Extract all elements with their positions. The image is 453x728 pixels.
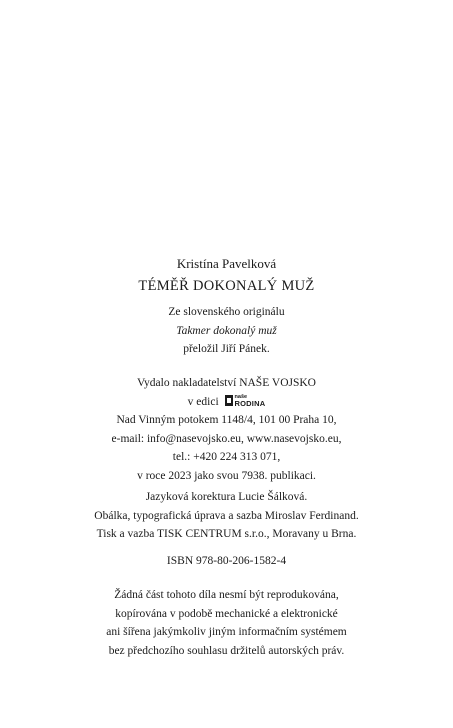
edition-line	[0, 393, 453, 412]
translator: přeložil Jiří Pánek.	[183, 343, 270, 355]
original-title: Takmer dokonalý muž	[176, 324, 277, 337]
book-title: TÉMĚŘ DOKONALÝ MUŽ	[138, 278, 315, 294]
rights-block	[0, 586, 453, 660]
author-name: Kristína Pavelková	[176, 256, 277, 271]
author-block	[0, 255, 453, 273]
logo-big-text: RODINA	[234, 398, 266, 408]
publication-year: v roce 2023 jako svou 7938. publikaci.	[137, 469, 316, 482]
isbn: ISBN 978-80-206-1582-4	[166, 555, 287, 567]
rights-line-1: Žádná část tohoto díla nesmí být reprodukována,	[114, 589, 339, 601]
rights-line-2: kopírována v podobě mechanické a elektronické	[115, 607, 338, 620]
publisher-address: Nad Vinným potokem 1148/4, 101 00 Praha 10,	[116, 414, 337, 426]
logo-text	[235, 395, 266, 407]
rights-line-4: bez předchozího souhlasu držitelů autorských práv.	[108, 644, 345, 657]
publisher-phone: tel.: +420 224 313 071,	[172, 451, 281, 463]
publisher-contact: e-mail: info@nasevojsko.eu, www.nasevojsko.eu,	[111, 432, 342, 445]
isbn-block	[0, 552, 453, 571]
title-block	[0, 276, 453, 296]
logo-small-text: naše	[234, 393, 248, 400]
credits-block	[0, 488, 453, 544]
publisher-name: Vydalo nakladatelství NAŠE VOJSKO	[137, 377, 316, 389]
translation-source: Ze slovenského originálu	[168, 306, 285, 318]
rights-line-3: ani šířena jakýmkoliv jiným informačním systémem	[106, 626, 347, 638]
translation-block	[0, 303, 453, 359]
cover-credit: Obálka, typografická úprava a sazba Miroslav Ferdinand.	[94, 509, 359, 522]
logo-mark-icon	[225, 395, 233, 406]
print-credit: Tisk a vazba TISK CENTRUM s.r.o., Moravany u Brna.	[96, 528, 357, 540]
edition-prefix: v edici	[187, 395, 219, 408]
nase-rodina-logo	[225, 395, 266, 407]
publisher-block	[0, 374, 453, 485]
proofreading-credit: Jazyková korektura Lucie Šálková.	[145, 491, 308, 503]
